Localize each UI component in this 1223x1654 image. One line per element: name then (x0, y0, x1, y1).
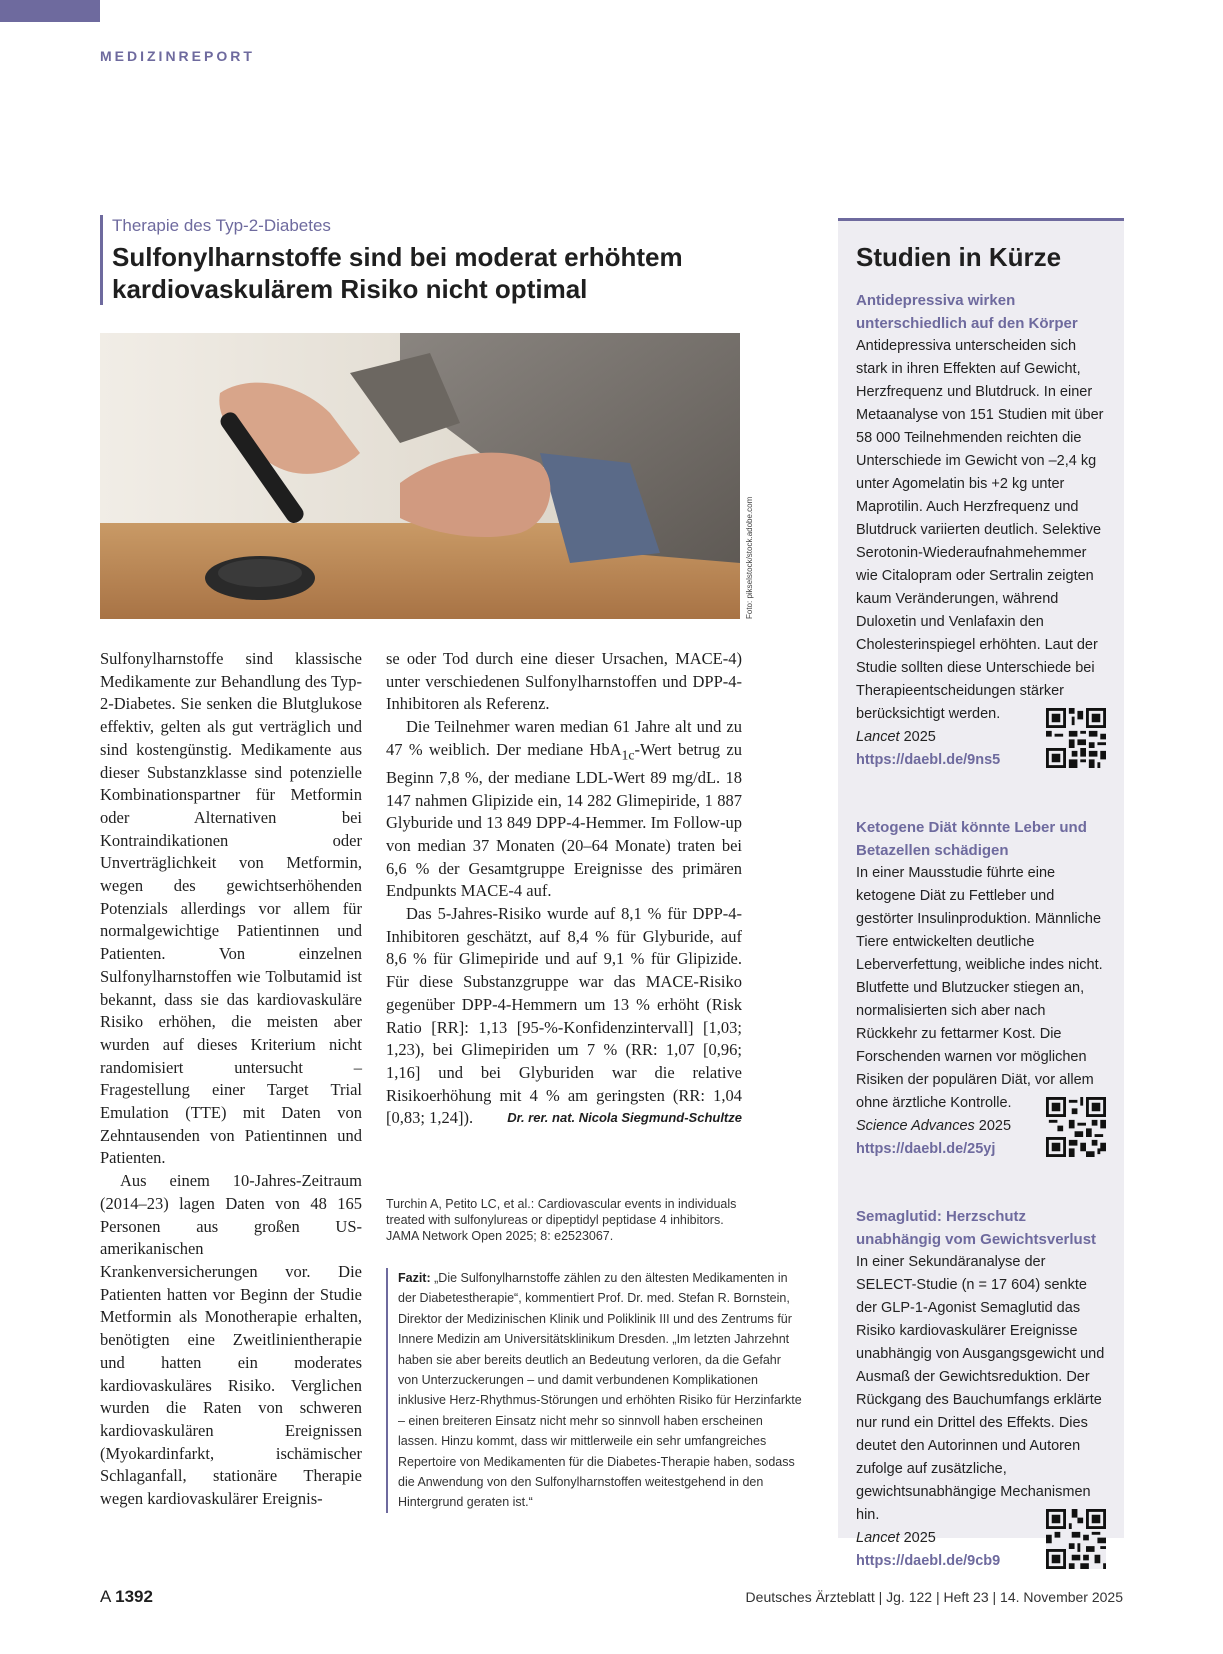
paragraph-text: Das 5-Jahres-Risiko wurde auf 8,1 % für DPP-4-Inhibitoren geschätzt, auf 8,4 % für Glyburide, auf 8,6 % für Glimepiride und auf 9,1 % für Glipizide. Für diese Substanzgruppe war das MACE-Risiko gegenüber DPP-4-Hemmern um 13 % erhöht (Risk Ratio [RR]: 1,13 [95-%-Konfidenzintervall] [1,03; 1,23), bei Glimepiriden um 7 % (RR: 1,07 [0,96; 1,16] und bei Glyburiden war die relative Risikoerhöhung mit 4 % am geringsten (RR: 1,04 [0,83; 1,24]). (386, 904, 742, 1128)
photo-illustration (100, 333, 740, 619)
study-year: 2025 (903, 729, 936, 745)
fazit-text: „Die Sulfonylharnstoffe zählen zu den ältesten Medikamenten in der Diabetestherapie“, kommentiert Prof. Dr. med. Stefan R. Bornstein, Direktor der Medizinischen Klinik und Poliklinik III und des Zentrums für Innere Medizin am Universitätsklinikum Dresden. „Im letzten Jahrzehnt haben sie aber bereits deutlich an Bedeutung verloren, da die Gefahr von Unterzuckerungen – und damit verbundenen Komplikationen inklusive Herz-Rhythmus-Störungen und erhöhten Risiko für Herzinfarkte – einen breiteren Einsatz nicht mehr so sinnvoll haben erscheinen lassen. Hinzu kommt, dass wir mittlerweile ein sehr umfangreiches Repertoire von Medikamenten für die Diabetes-Therapie haben, sodass die Anwendung von den Sulfonylharnstoffen weitestgehend in den Hintergrund geraten ist.“ (398, 1271, 802, 1510)
hba1c-subscript: 1c (621, 747, 635, 763)
study-journal: Lancet (856, 1530, 900, 1546)
study-link[interactable]: https://daebl.de/9cb9 (856, 1553, 1001, 1569)
corner-color-tab (0, 0, 100, 22)
page-number (100, 1587, 153, 1607)
study-title: Ketogene Diät könnte Leber und Betazellen schädigen (856, 819, 1087, 859)
study-link[interactable]: https://daebl.de/25yj (856, 1141, 996, 1157)
article-photo (100, 333, 740, 619)
article-column-1 (100, 648, 362, 1511)
study-body: In einer Mausstudie führte eine ketogene Diät zu Fettleber und gestörter Insulinproduktion. Männliche Tiere entwickelten deutliche Leberverfettung, weibliche indes nicht. Blutfette und Blutzucker stiegen an, normalisierten sich aber nach Rückkehr zu fettarmer Kost. Die Forschenden warnen vor möglichen Risiken der populären Diät, vor allem ohne ärztliche Kontrolle. (856, 865, 1103, 1111)
fazit-box (386, 1268, 803, 1513)
article-headline (112, 241, 732, 305)
study-title: Semaglutid: Herzschutz unabhängig vom Gewichtsverlust (856, 1208, 1097, 1248)
article-paragraph (386, 903, 742, 1130)
article-author: Dr. rer. nat. Nicola Siegmund-Schultze (507, 1110, 742, 1126)
sidebar-title: Studien in Kürze (856, 242, 1062, 272)
paragraph-text: -Wert betrug zu Beginn 7,8 %, der mediane LDL-Wert 89 mg/dL. 18 147 nahmen Glipizide ein, 14 282 Glimepiride, 1 887 Glyburide und 13 849 DPP-4-Hemmer. Im Follow-up von median 37 Monaten (20–64 Monate) traten bei 6,6 % der Gesamtgruppe Ereignisse des primären Endpunkts MACE-4 auf. (386, 739, 743, 901)
qr-code-icon[interactable] (1046, 708, 1106, 768)
article-reference: Turchin A, Petito LC, et al.: Cardiovascular events in individuals treated with sulfonylureas or dipeptidyl peptidase 4 inhibitors. JAMA Network Open 2025; 8: e2523067. (386, 1197, 737, 1243)
article-paragraph: Aus einem 10-Jahres-Zeitraum (2014–23) lagen Daten von 48 165 Personen aus großen US-amerikanischen Krankenversicherungen vor. Die Patienten hatten vor Beginn der Studie Metformin als Monotherapie erhalten, benötigten eine Zweitlinientherapie und hatten ein moderates kardiovaskuläres Risiko. Verglichen wurden die Raten von schweren kardiovaskulären Ereignissen (Myokardinfarkt, ischämischer Schlaganfall, stationäre Therapie wegen kardiovaskulärer Ereignis- (100, 1171, 362, 1509)
study-year: 2025 (903, 1530, 936, 1546)
photo-credit: Foto: pikselstock/stock.adobe.com (745, 496, 754, 619)
headline-line-1: Sulfonylharnstoffe sind bei moderat erhöhtem (112, 242, 683, 272)
article-paragraph: Sulfonylharnstoffe sind klassische Medikamente zur Behandlung des Typ-2-Diabetes. Sie senken die Blutglukose effektiv, gelten als gut verträglich und sind kostengünstig. Medikamente aus dieser Substanzklasse sind potenzielle Kombinationspartner für Metformin oder Alternativen bei Kontraindikationen oder Unverträglichkeit von Metformin, wegen des gewichtserhöhenden Potenzials allerdings vor allem für normalgewichtige Patientinnen und Patienten. Von einzelnen Sulfonylharnstoffen wie Tolbutamid ist bekannt, dass sie das kardiovaskuläre Risiko erhöhen, die meisten aber wurden auf dieses Kriterium nicht randomisiert untersucht – Fragestellung einer Target Trial Emulation (TTE) mit Daten von Zehntausenden von Patientinnen und Patienten. (100, 649, 362, 1168)
qr-code-icon[interactable] (1046, 1509, 1106, 1569)
article-paragraph: se oder Tod durch eine dieser Ursachen, MACE-4) unter verschiedenen Sulfonylharnstoffen und DPP-4-Inhibitoren als Referenz. (386, 649, 742, 714)
study-item (856, 289, 1106, 772)
page-number-value: 1392 (115, 1587, 153, 1606)
article-column-2 (386, 648, 742, 1130)
article-paragraph (386, 716, 742, 903)
studies-sidebar (838, 218, 1124, 1569)
publication-info: Deutsches Ärzteblatt | Jg. 122 | Heft 23 | 14. November 2025 (745, 1589, 1123, 1605)
section-label: MEDIZINREPORT (100, 48, 255, 64)
study-title: Antidepressiva wirken unterschiedlich auf den Körper (856, 292, 1078, 332)
study-body: In einer Sekundäranalyse der SELECT-Studie (n = 17 604) senkte der GLP-1-Agonist Semaglutid das Risiko kardiovaskulärer Ereignisse unabhängig von Ausgangsgewicht und Ausmaß der Gewichtsreduktion. Der Rückgang des Bauchumfangs erklärte nur rund ein Drittel des Effekts. Dies deutet den Autorinnen und Autoren zufolge auf zusätzliche, gewichtsunabhängige Mechanismen hin. (856, 1254, 1105, 1523)
headline-line-2: kardiovaskulärem Risiko nicht optimal (112, 274, 588, 304)
study-item (856, 816, 1106, 1161)
study-body: Antidepressiva unterscheiden sich stark in ihren Effekten auf Gewicht, Herzfrequenz und Blutdruck. In einer Metaanalyse von 151 Studien mit über 58 000 Teilnehmenden reichten die Unterschiede im Gewicht von –2,4 kg unter Agomelatin bis +2 kg unter Maprotilin. Auch Herzfrequenz und Blutdruck variierten deutlich. Selektive Serotonin-Wiederaufnahmehemmer wie Citalopram oder Sertralin zeigten kaum Veränderungen, während Duloxetin und Venlafaxin den Cholesterinspiegel erhöhten. Laut der Studie sollten diese Unterschiede bei Therapieentscheidungen stärker berücksichtigt werden. (856, 338, 1104, 722)
study-link[interactable]: https://daebl.de/9ns5 (856, 752, 1001, 768)
paragraph-text: Die Teilnehmer waren median 61 Jahre alt und zu 47 % weiblich. Der mediane HbA (386, 717, 742, 759)
fazit-label: Fazit: (398, 1271, 431, 1285)
study-journal: Lancet (856, 729, 900, 745)
article-kicker: Therapie des Typ-2-Diabetes (112, 216, 331, 235)
study-year: 2025 (978, 1118, 1012, 1134)
page-prefix: A (100, 1587, 111, 1606)
qr-code-icon[interactable] (1046, 1097, 1106, 1157)
study-item (856, 1205, 1106, 1573)
article-header (100, 215, 732, 305)
study-journal: Science Advances (856, 1118, 975, 1134)
